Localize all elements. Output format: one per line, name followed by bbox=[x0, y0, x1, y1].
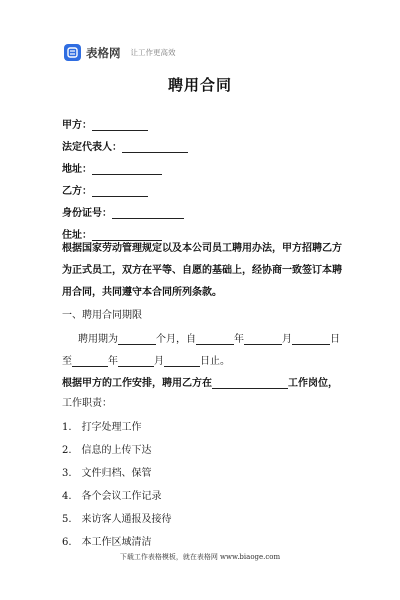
duties-label: 工作职责： bbox=[62, 398, 112, 409]
duty-item: 4. 各个会议工作记录 bbox=[62, 491, 162, 502]
party-b-field bbox=[62, 182, 148, 197]
brand-slogan: 让工作更高效 bbox=[130, 48, 176, 57]
end-day-label: 日止。 bbox=[200, 356, 230, 367]
party-a-field bbox=[62, 116, 148, 131]
end-year-label: 年 bbox=[108, 356, 118, 367]
duty-item: 5. 来访客人通报及接待 bbox=[62, 514, 172, 525]
legal-rep-label: 法定代表人： bbox=[62, 142, 122, 153]
duty-item: 2. 信息的上传下达 bbox=[62, 445, 152, 456]
id-number-blank bbox=[112, 207, 184, 219]
end-year-blank bbox=[72, 355, 108, 367]
term-to: 至 bbox=[62, 356, 72, 367]
term-line-1 bbox=[78, 330, 340, 345]
address-field bbox=[62, 160, 162, 175]
arrangement-prefix: 根据甲方的工作安排，聘用乙方在 bbox=[62, 378, 212, 389]
duty-item: 1. 打字处理工作 bbox=[62, 422, 142, 433]
id-number-label: 身份证号： bbox=[62, 208, 112, 219]
party-b-label: 乙方： bbox=[62, 186, 92, 197]
start-month-label: 月 bbox=[282, 334, 292, 345]
address-label: 地址： bbox=[62, 164, 92, 175]
term-months: 个月，自 bbox=[156, 334, 196, 345]
start-month-blank bbox=[244, 333, 282, 345]
end-month-blank bbox=[118, 355, 154, 367]
party-a-label: 甲方： bbox=[62, 120, 92, 131]
intro-paragraph: 根据国家劳动管理规定以及本公司员工聘用办法，甲方招聘乙方为正式员工，双方在平等、自愿的基础上，经协商一致签订本聘用合同，共同遵守本合同所列条款。 bbox=[62, 243, 342, 298]
address-blank bbox=[92, 163, 162, 175]
months-blank bbox=[118, 333, 156, 345]
duty-item: 6. 本工作区域清洁 bbox=[62, 537, 152, 548]
term-line-2 bbox=[62, 352, 230, 367]
footer-note: 下载工作表格模板，就在表格网 www.biaoge.com bbox=[119, 553, 281, 561]
party-b-blank bbox=[92, 185, 148, 197]
start-day-blank bbox=[292, 333, 330, 345]
legal-rep-field bbox=[62, 138, 188, 153]
contract-title: 聘用合同 bbox=[167, 76, 232, 94]
term-prefix: 聘用期为 bbox=[78, 334, 118, 345]
position-blank bbox=[212, 377, 288, 389]
start-year-label: 年 bbox=[234, 334, 244, 345]
document-logo-icon bbox=[64, 44, 81, 61]
party-a-blank bbox=[92, 119, 148, 131]
brand-header bbox=[64, 44, 176, 61]
section-heading-term: 一、聘用合同期限 bbox=[62, 310, 142, 321]
end-day-blank bbox=[164, 355, 200, 367]
duty-item: 3. 文件归档、保管 bbox=[62, 468, 152, 479]
end-month-label: 月 bbox=[154, 356, 164, 367]
arrangement-line bbox=[62, 374, 338, 389]
start-year-blank bbox=[196, 333, 234, 345]
residence-label: 住址： bbox=[62, 230, 92, 241]
brand-name: 表格网 bbox=[86, 45, 121, 60]
id-number-field bbox=[62, 204, 184, 219]
legal-rep-blank bbox=[122, 141, 188, 153]
start-day-label: 日 bbox=[330, 334, 340, 345]
arrangement-suffix: 工作岗位， bbox=[288, 378, 338, 389]
